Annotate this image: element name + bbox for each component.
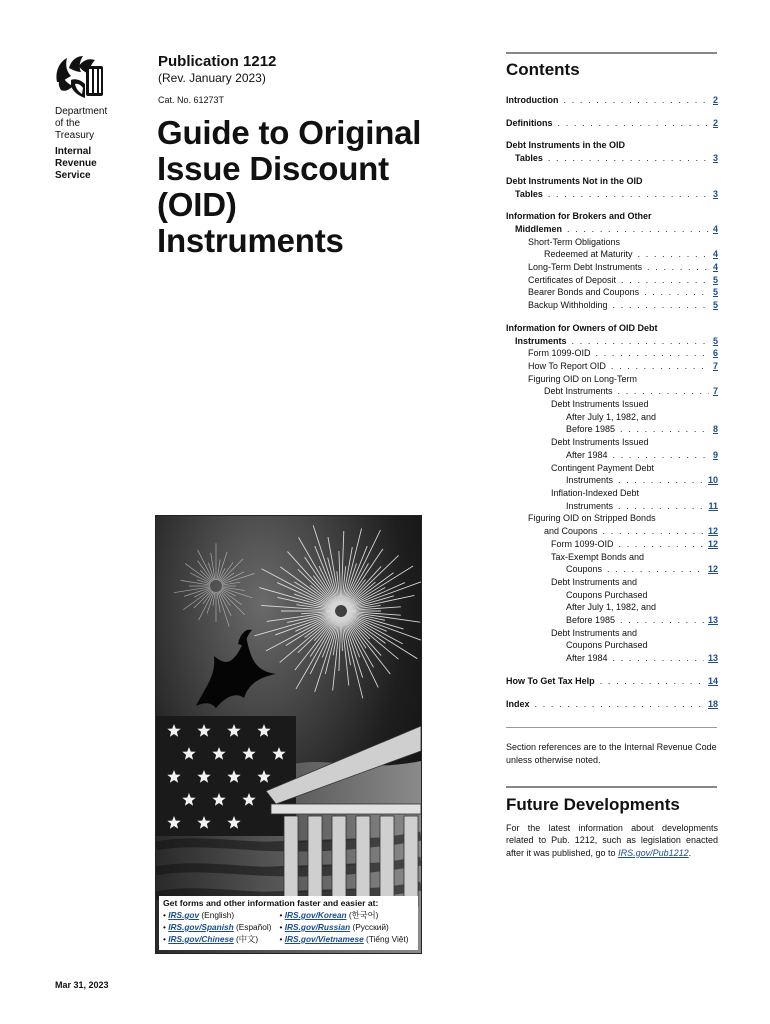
toc-entry-title: Coupons Purchased	[566, 589, 648, 600]
irs-link-vietnamese[interactable]: IRS.gov/Vietnamese	[284, 934, 364, 944]
publication-number: Publication 1212	[158, 53, 277, 70]
future-body: For the latest information about developments related to Pub. 1212, such as legislation enacted after it was published, go to	[506, 823, 718, 858]
toc-entry-title: How To Report OID	[528, 360, 606, 371]
toc-entry	[506, 139, 718, 152]
toc-entry	[506, 411, 718, 424]
irs-link-korean[interactable]: IRS.gov/Korean	[284, 910, 347, 920]
toc-entry	[506, 551, 718, 564]
contents-heading: Contents	[506, 60, 580, 79]
link-item: • IRS.gov (English)	[163, 910, 235, 920]
toc-entry[interactable]	[506, 223, 718, 236]
toc-leader-dots	[607, 563, 704, 576]
toc-page-link[interactable]: 6	[712, 348, 718, 359]
toc-entry[interactable]	[506, 652, 718, 665]
table-of-contents	[506, 94, 718, 710]
toc-entry	[506, 175, 718, 188]
toc-entry[interactable]	[506, 248, 718, 261]
toc-leader-dots	[611, 360, 709, 373]
toc-entry-title: Form 1099-OID	[551, 538, 614, 549]
toc-leader-dots	[620, 614, 704, 627]
toc-entry	[506, 639, 718, 652]
toc-page-link[interactable]: 12	[707, 564, 718, 575]
caption-heading: Get forms and other information faster and easier at:	[163, 898, 379, 908]
toc-page-link[interactable]: 5	[712, 300, 718, 311]
toc-leader-dots	[548, 188, 709, 201]
toc-entry-title: Debt Instruments and	[551, 627, 638, 638]
toc-leader-dots	[613, 652, 704, 665]
toc-leader-dots	[535, 698, 704, 711]
department-line: Department	[55, 106, 108, 117]
toc-entry-title: After 1984	[566, 449, 608, 460]
toc-page-link[interactable]: 2	[712, 95, 718, 105]
toc-page-link[interactable]: 13	[707, 653, 718, 664]
publication-revision: (Rev. January 2023)	[158, 71, 266, 85]
link-language: (English)	[199, 910, 235, 920]
pub1212-link[interactable]: IRS.gov/Pub1212	[618, 847, 689, 858]
language-links	[163, 909, 414, 945]
toc-entry	[506, 576, 718, 589]
toc-entry-title: Instruments	[566, 475, 614, 486]
toc-entry-title: Information for Owners of OID Debt	[506, 322, 658, 333]
toc-leader-dots	[600, 675, 704, 688]
toc-page-link[interactable]: 14	[707, 675, 718, 686]
toc-entry[interactable]	[506, 525, 718, 538]
future-top-rule	[506, 786, 717, 788]
toc-entry[interactable]	[506, 335, 718, 348]
irs-link-english[interactable]: IRS.gov	[168, 910, 200, 920]
toc-page-link[interactable]: 3	[712, 153, 718, 164]
toc-page-link[interactable]: 5	[712, 335, 718, 346]
department-line: of the	[55, 118, 81, 129]
link-item: • IRS.gov/Korean (한국어)	[279, 910, 379, 920]
catalog-number: Cat. No. 61273T	[158, 95, 225, 105]
toc-leader-dots	[572, 335, 709, 348]
toc-entry-title: Short-Term Obligations	[528, 236, 621, 247]
toc-leader-dots	[567, 223, 709, 236]
toc-leader-dots	[613, 449, 709, 462]
toc-entry-title: Bearer Bonds and Coupons	[528, 287, 640, 298]
toc-entry[interactable]	[506, 188, 718, 201]
link-language: (中文)	[233, 934, 259, 944]
toc-entry[interactable]	[506, 563, 718, 576]
toc-entry-title: Debt Instruments Issued	[551, 437, 649, 448]
toc-page-link[interactable]: 3	[712, 188, 718, 199]
toc-entry	[506, 462, 718, 475]
toc-entry	[506, 487, 718, 500]
title-line: Instruments	[157, 222, 344, 259]
toc-entry-title: Debt Instruments Issued	[551, 399, 649, 410]
toc-leader-dots	[647, 261, 709, 274]
toc-leader-dots	[564, 94, 709, 107]
toc-entry-title: Middlemen	[515, 223, 563, 234]
toc-entry-title: After July 1, 1982, and	[566, 411, 657, 422]
toc-entry-title: Backup Withholding	[528, 300, 608, 311]
toc-entry[interactable]	[506, 500, 718, 513]
toc-leader-dots	[603, 525, 704, 538]
toc-entry[interactable]	[506, 360, 718, 373]
toc-entry	[506, 512, 718, 525]
toc-leader-dots	[638, 248, 709, 261]
future-end: .	[688, 847, 692, 858]
toc-entry[interactable]	[506, 675, 718, 688]
toc-entry	[506, 236, 718, 249]
toc-page-link[interactable]: 7	[712, 360, 718, 371]
toc-page-link[interactable]: 11	[708, 500, 718, 511]
toc-entry	[506, 436, 718, 449]
toc-page-link[interactable]: 4	[712, 249, 718, 260]
toc-entry-title: Long-Term Debt Instruments	[528, 262, 643, 273]
toc-entry-title: After 1984	[566, 653, 608, 664]
toc-entry-title: Debt Instruments in the OID	[506, 140, 626, 151]
link-language: (한국어)	[346, 910, 379, 920]
section-divider	[506, 727, 717, 728]
toc-entry-title: After July 1, 1982, and	[566, 602, 657, 613]
toc-entry	[506, 589, 718, 602]
toc-entry-title: and Coupons	[544, 526, 598, 537]
toc-entry-title: Index	[506, 698, 530, 709]
toc-page-link[interactable]: 7	[712, 386, 718, 397]
toc-entry-title: Debt Instruments Not in the OID	[506, 175, 643, 186]
toc-entry-title: Debt Instruments	[544, 386, 613, 397]
publication-date: Mar 31, 2023	[55, 980, 109, 990]
toc-entry-title: Information for Brokers and Other	[506, 211, 652, 222]
toc-page-link[interactable]: 4	[712, 223, 718, 234]
toc-entry[interactable]	[506, 117, 718, 130]
toc-entry	[506, 210, 718, 223]
toc-entry[interactable]	[506, 423, 718, 436]
toc-leader-dots	[618, 385, 709, 398]
caption-box	[159, 896, 418, 950]
link-item: • IRS.gov/Russian (Русский)	[279, 922, 389, 932]
irs-line: Service	[55, 170, 91, 181]
toc-leader-dots	[558, 117, 709, 130]
irs-eagle-logo-icon	[53, 52, 107, 102]
toc-leader-dots	[620, 423, 709, 436]
toc-entry	[506, 601, 718, 614]
toc-page-link[interactable]: 18	[707, 698, 718, 709]
department-label	[55, 106, 107, 142]
toc-entry[interactable]	[506, 274, 718, 287]
toc-entry-title: Form 1099-OID	[528, 348, 591, 359]
toc-page-link[interactable]: 8	[712, 424, 718, 435]
toc-leader-dots	[618, 474, 704, 487]
contents-top-rule	[506, 52, 717, 54]
irs-line: Internal	[55, 146, 92, 157]
title-line: (OID)	[157, 186, 237, 223]
toc-page-link[interactable]: 13	[707, 615, 718, 626]
link-language: (Tiếng Việt)	[363, 934, 409, 944]
toc-entry-title: How To Get Tax Help	[506, 675, 595, 686]
cover-illustration	[155, 515, 422, 954]
title-line: Guide to Original	[157, 114, 422, 151]
toc-leader-dots	[548, 152, 709, 165]
irs-link-spanish[interactable]: IRS.gov/Spanish	[168, 922, 234, 932]
link-language: (Русский)	[350, 922, 389, 932]
toc-entry-title: Instruments	[515, 335, 567, 346]
toc-entry-title: Debt Instruments and	[551, 576, 638, 587]
toc-entry-title: Instruments	[566, 500, 614, 511]
toc-entry-title: Tables	[515, 188, 543, 199]
toc-entry[interactable]	[506, 299, 718, 312]
irs-line: Revenue	[55, 158, 97, 169]
toc-entry-title: Coupons Purchased	[566, 640, 648, 651]
toc-entry-title: Tax-Exempt Bonds and	[551, 551, 645, 562]
irs-link-russian[interactable]: IRS.gov/Russian	[284, 922, 351, 932]
toc-page-link[interactable]: 4	[712, 262, 718, 273]
toc-entry-title: Inflation-Indexed Debt	[551, 487, 640, 498]
link-item: • IRS.gov/Vietnamese (Tiếng Việt)	[279, 934, 409, 944]
toc-entry-title: Redeemed at Maturity	[544, 249, 633, 260]
toc-leader-dots	[618, 500, 704, 513]
toc-entry[interactable]	[506, 347, 718, 360]
fireworks-eagle-flag-image	[156, 516, 421, 953]
toc-entry-title: Contingent Payment Debt	[551, 462, 655, 473]
link-item: • IRS.gov/Chinese (中文)	[163, 934, 259, 944]
toc-entry-title: Definitions	[506, 117, 553, 128]
toc-entry	[506, 373, 718, 386]
toc-page-link[interactable]: 5	[712, 287, 718, 298]
future-developments-heading: Future Developments	[506, 795, 680, 814]
toc-entry[interactable]	[506, 385, 718, 398]
toc-entry-title: Before 1985	[566, 615, 616, 626]
toc-entry-title: Tables	[515, 153, 543, 164]
irs-label	[55, 146, 97, 182]
title-line: Issue Discount	[157, 150, 389, 187]
toc-entry[interactable]	[506, 152, 718, 165]
department-line: Treasury	[55, 130, 95, 141]
toc-entry	[506, 398, 718, 411]
toc-entry-title: Figuring OID on Stripped Bonds	[528, 513, 656, 524]
irs-link-chinese[interactable]: IRS.gov/Chinese	[168, 934, 234, 944]
toc-entry-title: Figuring OID on Long-Term	[528, 373, 638, 384]
toc-page-link[interactable]: 12	[707, 526, 718, 537]
toc-leader-dots	[596, 347, 709, 360]
toc-entry[interactable]	[506, 538, 718, 551]
toc-entry[interactable]	[506, 474, 718, 487]
link-language: (Español)	[233, 922, 272, 932]
toc-entry[interactable]	[506, 449, 718, 462]
toc-entry[interactable]	[506, 614, 718, 627]
future-developments-text	[506, 822, 718, 859]
toc-entry[interactable]	[506, 698, 718, 711]
toc-page-link[interactable]: 9	[712, 449, 718, 460]
toc-leader-dots	[621, 274, 709, 287]
toc-entry-title: Certificates of Deposit	[528, 274, 617, 285]
section-references-note: Section references are to the Internal Revenue Code unless otherwise noted.	[506, 742, 717, 765]
toc-entry-title: Coupons	[566, 564, 603, 575]
toc-page-link[interactable]: 10	[707, 475, 718, 486]
toc-page-link[interactable]: 2	[712, 117, 718, 128]
document-title	[157, 115, 487, 259]
toc-page-link[interactable]: 5	[712, 274, 718, 285]
toc-leader-dots	[613, 299, 709, 312]
toc-entry	[506, 627, 718, 640]
link-item: • IRS.gov/Spanish (Español)	[163, 922, 272, 932]
toc-page-link[interactable]: 12	[707, 538, 718, 549]
toc-entry	[506, 322, 718, 335]
toc-leader-dots	[619, 538, 704, 551]
toc-entry-title: Before 1985	[566, 424, 616, 435]
toc-entry[interactable]	[506, 286, 718, 299]
toc-entry[interactable]	[506, 261, 718, 274]
toc-entry-title: Introduction	[506, 95, 559, 105]
toc-entry[interactable]	[506, 94, 718, 107]
toc-leader-dots	[644, 286, 709, 299]
